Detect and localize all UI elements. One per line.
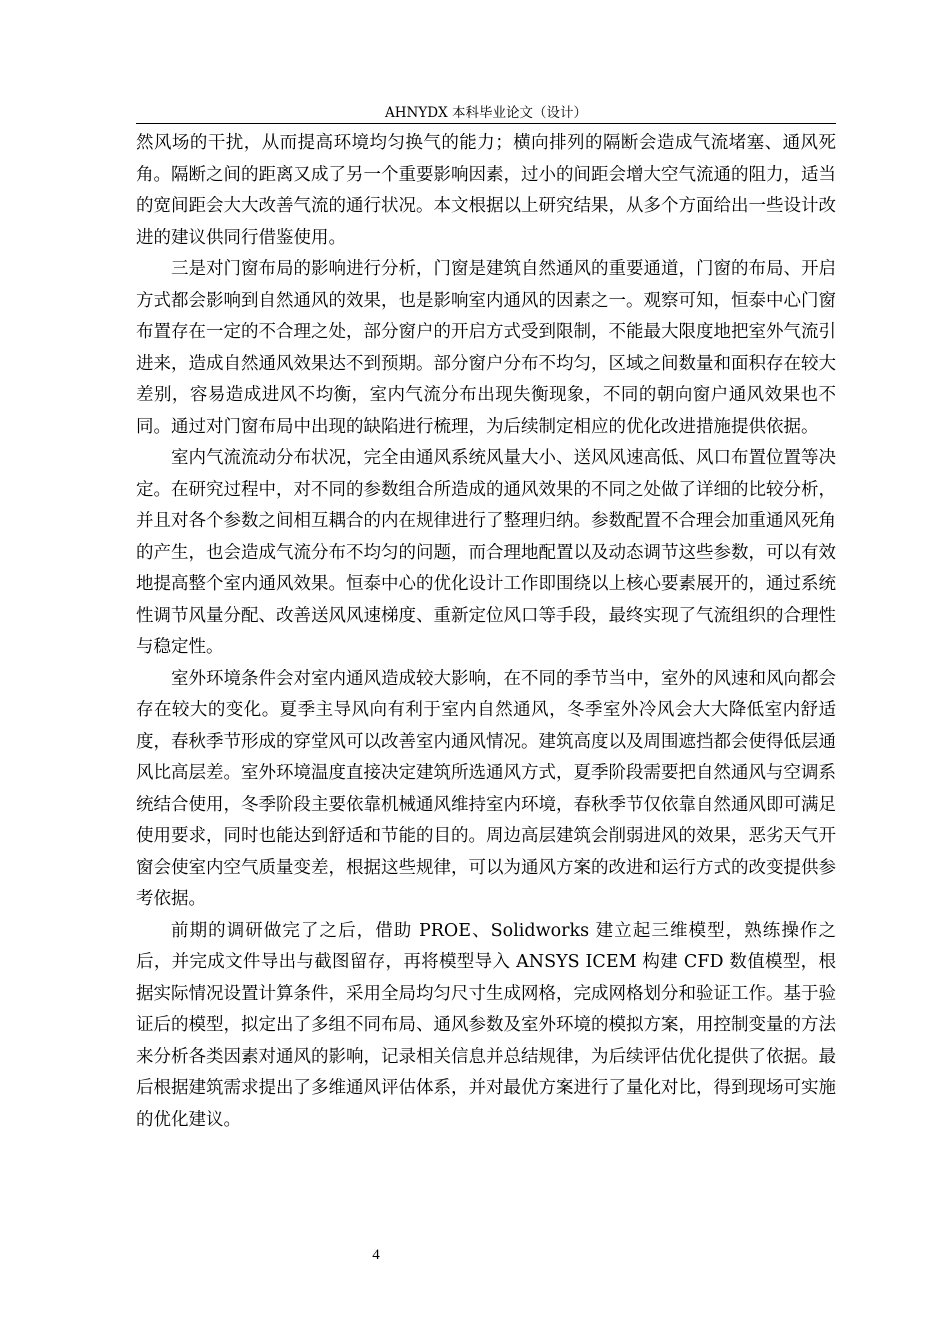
running-header: AHNYDX 本科毕业论文（设计）	[385, 105, 587, 121]
paragraph-door-window-layout: 三是对门窗布局的影响进行分析，门窗是建筑自然通风的重要通道，门窗的布局、开启方式都会影响到自然通风的效果，也是影响室内通风的因素之一。观察可知，恒泰中心门窗布置存在一定的不合理之处，部分窗户的开启方式受到限制，不能最大限度地把室外气流引进来，造成自然通风效果达不到预期。部分窗户分布不均匀，区域之间数量和面积存在较大差别，容易造成进风不均衡，室内气流分布出现失衡现象，不同的朝向窗户通风效果也不同。通过对门窗布局中出现的缺陷进行梳理，为后续制定相应的优化改进措施提供依据。	[136, 259, 836, 437]
paragraph-continued: 然风场的干扰，从而提高环境均匀换气的能力；横向排列的隔断会造成气流堵塞、通风死角。隔断之间的距离又成了另一个重要影响因素，过小的间距会增大空气流通的阻力，适当的宽间距会大大改善气流的通行状况。本文根据以上研究结果，从多个方面给出一些设计改进的建议供同行借鉴使用。	[136, 133, 836, 248]
paragraph-indoor-airflow: 室内气流流动分布状况，完全由通风系统风量大小、送风风速高低、风口布置位置等决定。在研究过程中，对不同的参数组合所造成的通风效果的不同之处做了详细的比较分析，并且对各个参数之间相互耦合的内在规律进行了整理归纳。参数配置不合理会加重通风死角的产生，也会造成气流分布不均匀的问题，而合理地配置以及动态调节这些参数，可以有效地提高整个室内通风效果。恒泰中心的优化设计工作即围绕以上核心要素展开的，通过系统性调节风量分配、改善送风风速梯度、重新定位风口等手段，最终实现了气流组织的合理性与稳定性。	[136, 448, 836, 657]
header-rule	[136, 123, 836, 124]
page-number: 4	[372, 1247, 380, 1263]
paragraph-modeling-method: 前期的调研做完了之后，借助 PROE、Solidworks 建立起三维模型，熟练操作之后，并完成文件导出与截图留存，再将模型导入 ANSYS ICEM 构建 CFD 数值模型，根据实际情况设置计算条件，采用全局均匀尺寸生成网格，完成网格划分和验证工作。基于验证后的模型，拟定出了多组不同布局、通风参数及室外环境的模拟方案，用控制变量的方法来分析各类因素对通风的影响，记录相关信息并总结规律，为后续评估优化提供了依据。最后根据建筑需求提出了多维通风评估体系，并对最优方案进行了量化对比，得到现场可实施的优化建议。	[136, 920, 836, 1130]
paragraph-outdoor-environment: 室外环境条件会对室内通风造成较大影响，在不同的季节当中，室外的风速和风向都会存在较大的变化。夏季主导风向有利于室内自然通风，冬季室外冷风会大大降低室内舒适度，春秋季节形成的穿堂风可以改善室内通风情况。建筑高度以及周围遮挡都会使得低层通风比高层差。室外环境温度直接决定建筑所选通风方式，夏季阶段需要把自然通风与空调系统结合使用，冬季阶段主要依靠机械通风维持室内环境，春秋季节仅依靠自然通风即可满足使用要求，同时也能达到舒适和节能的目的。周边高层建筑会削弱进风的效果，恶劣天气开窗会使室内空气质量变差，根据这些规律，可以为通风方案的改进和运行方式的改变提供参考依据。	[136, 668, 836, 909]
body-text	[136, 128, 836, 1136]
